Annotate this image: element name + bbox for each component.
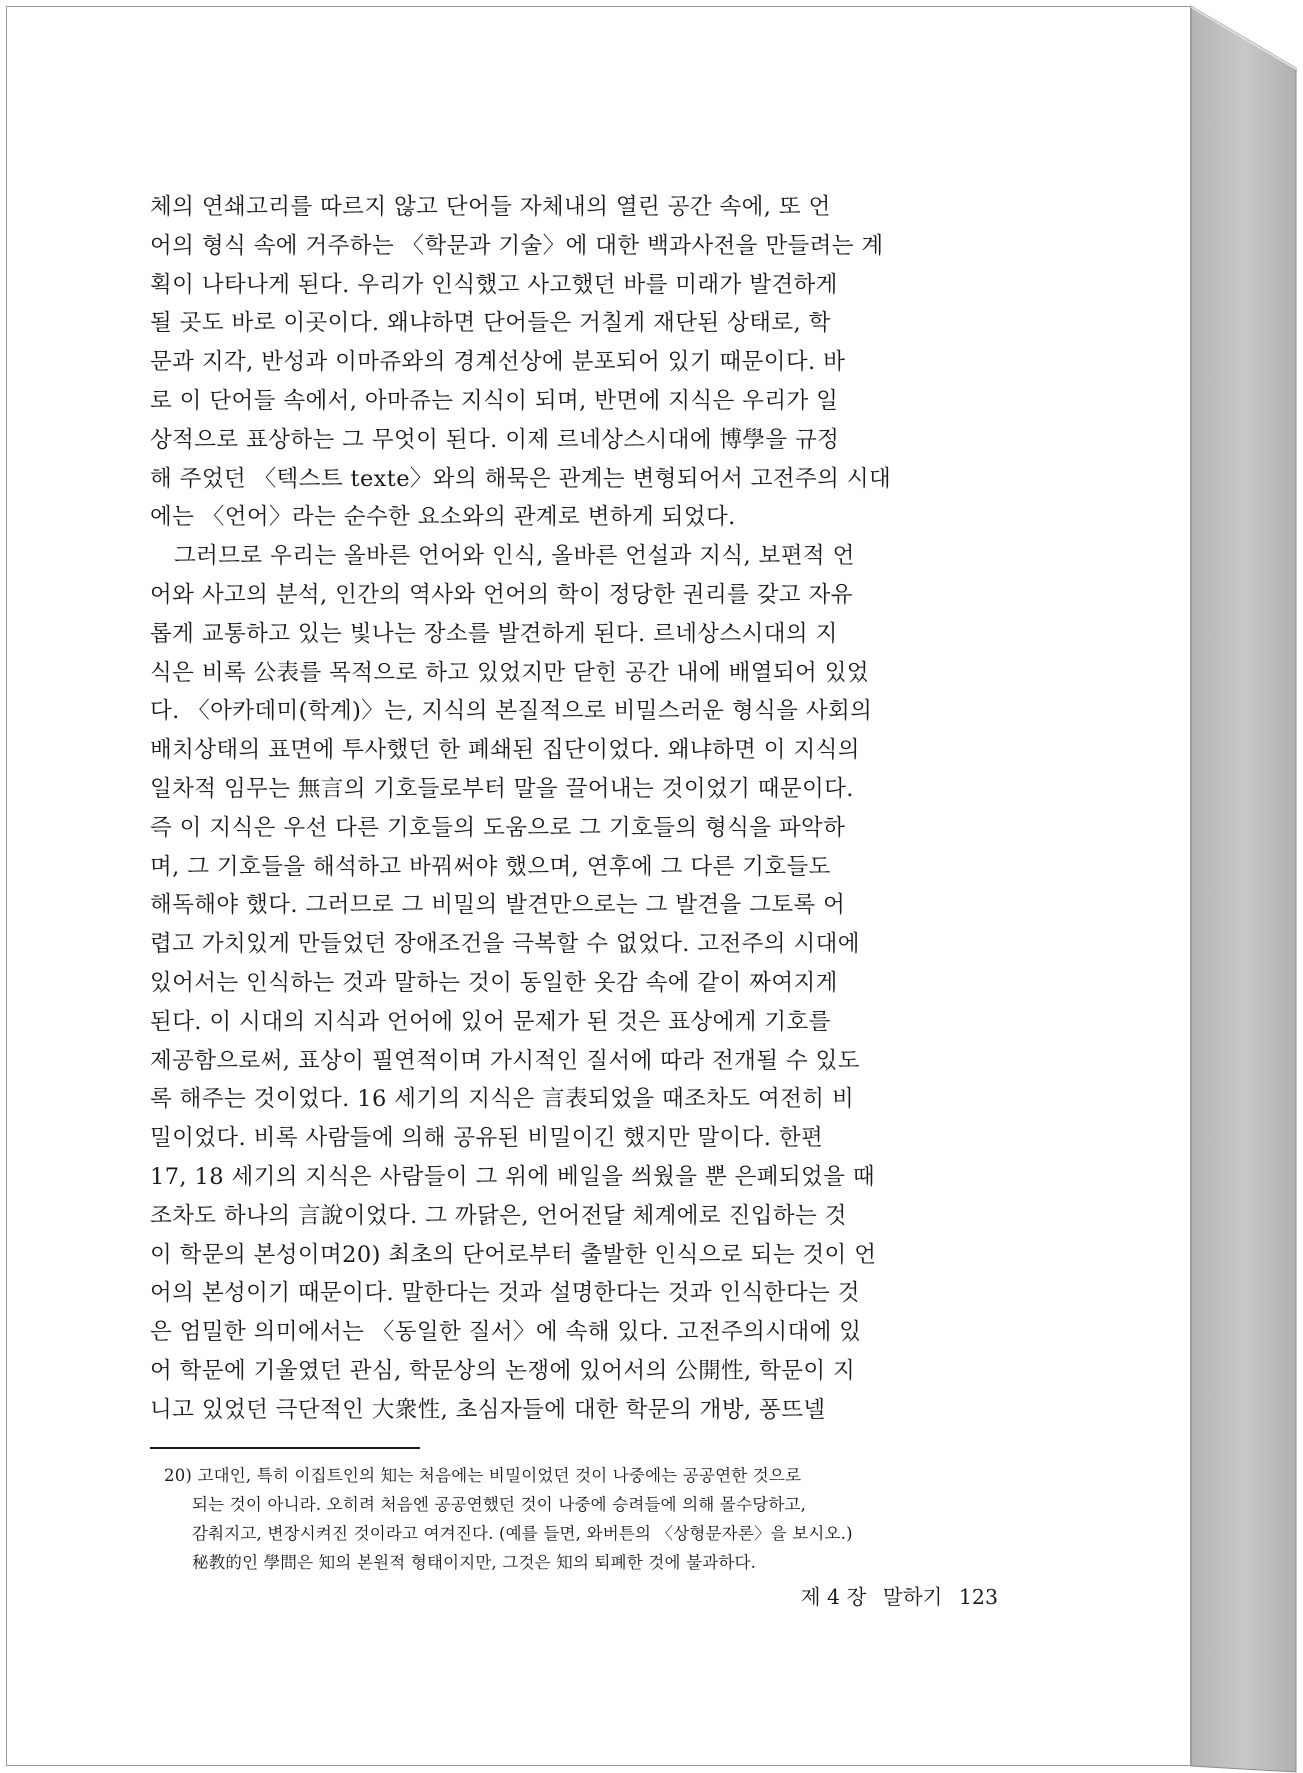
footnote-line: 秘教的인 學問은 知의 본원적 형태이지만, 그것은 知의 퇴폐한 것에 불과하다. — [192, 1553, 757, 1572]
body-line: 문과 지각, 반성과 이마쥬와의 경계선상에 분포되어 있기 때문이다. 바 — [150, 349, 846, 376]
footnote-line: 20) 고대인, 특히 이집트인의 知는 처음에는 비밀이었던 것이 나중에는 공공연한 것으로 — [164, 1466, 802, 1485]
body-line: 배치상태의 표면에 투사했던 한 폐쇄된 집단이었다. 왜냐하면 이 지식의 — [150, 737, 860, 764]
body-line: 은 엄밀한 의미에서는 〈동일한 질서〉에 속해 있다. 고전주의시대에 있 — [150, 1319, 862, 1346]
body-line: 있어서는 인식하는 것과 말하는 것이 동일한 옷감 속에 같이 짜여지게 — [150, 969, 838, 996]
body-line: 밀이었다. 비록 사람들에 의해 공유된 비밀이긴 했지만 말이다. 한편 — [150, 1125, 824, 1152]
body-line: 롭게 교통하고 있는 빛나는 장소를 발견하게 된다. 르네상스시대의 지 — [150, 620, 838, 647]
running-footer — [791, 1580, 998, 1610]
body-line: 제공함으로써, 표상이 필연적이며 가시적인 질서에 따라 전개될 수 있도 — [150, 1047, 860, 1074]
body-line: 렵고 가치있게 만들었던 장애조건을 극복할 수 없었다. 고전주의 시대에 — [150, 931, 860, 958]
body-line: 어의 형식 속에 거주하는 〈학문과 기술〉에 대한 백과사전을 만들려는 계 — [150, 232, 884, 259]
body-line: 어와 사고의 분석, 인간의 역사와 언어의 학이 정당한 권리를 갖고 자유 — [150, 581, 853, 608]
body-line: 로 이 단어들 속에서, 아마쥬는 지식이 되며, 반면에 지식은 우리가 일 — [150, 387, 839, 414]
chapter-number: 제 4 장 — [800, 1585, 867, 1609]
body-line: 체의 연쇄고리를 따르지 않고 단어들 자체내의 열린 공간 속에, 또 언 — [150, 194, 831, 220]
footnotes — [164, 1461, 1000, 1577]
body-line: 해 주었던 〈텍스트 texte〉와의 해묵은 관계는 변형되어서 고전주의 시대 — [150, 465, 892, 492]
body-line: 해독해야 했다. 그러므로 그 비밀의 발견만으로는 그 발견을 그토록 어 — [150, 892, 846, 919]
body-line: 어 학문에 기울였던 관심, 학문상의 논쟁에 있어서의 公開性, 학문이 지 — [150, 1357, 856, 1384]
body-line: 그러므로 우리는 올바른 언어와 인식, 올바른 언설과 지식, 보편적 언 — [174, 543, 855, 570]
footnote-line: 되는 것이 아니라. 오히려 처음엔 공공연했던 것이 나중에 승려들에 의해 몰수당하고, — [192, 1495, 807, 1514]
body-line: 록 해주는 것이었다. 16 세기의 지식은 言表되었을 때조차도 여전히 비 — [150, 1086, 855, 1113]
footnote-divider — [150, 1447, 420, 1449]
body-line: 니고 있었던 극단적인 大衆性, 초심자들에 대한 학문의 개방, 퐁뜨넬 — [150, 1396, 826, 1423]
body-line: 에는 〈언어〉라는 순수한 요소와의 관계로 변하게 되었다. — [150, 504, 736, 531]
chapter-title: 말하기 — [882, 1585, 943, 1609]
body-line: 획이 나타나게 된다. 우리가 인식했고 사고했던 바를 미래가 발견하게 — [150, 271, 838, 298]
body-line: 된다. 이 시대의 지식과 언어에 있어 문제가 된 것은 표상에게 기호를 — [150, 1008, 831, 1035]
body-line: 일차적 임무는 無言의 기호들로부터 말을 끌어내는 것이었기 때문이다. — [150, 775, 854, 802]
footnote-line: 감춰지고, 변장시켜진 것이라고 여겨진다. (예를 들면, 와버튼의 〈상형문자론〉을 보시오.) — [192, 1524, 853, 1543]
body-line: 식은 비록 公表를 목적으로 하고 있었지만 닫힌 공간 내에 배열되어 있었 — [150, 659, 869, 686]
body-line: 이 학문의 본성이며20) 최초의 단어로부터 출발한 인식으로 되는 것이 언 — [150, 1241, 877, 1268]
body-line: 다. 〈아카데미(학계)〉는, 지식의 본질적으로 비밀스러운 형식을 사회의 — [150, 698, 873, 725]
body-line: 될 곳도 바로 이곳이다. 왜냐하면 단어들은 거칠게 재단된 상태로, 학 — [150, 310, 831, 337]
body-line: 어의 본성이기 때문이다. 말한다는 것과 설명한다는 것과 인식한다는 것 — [150, 1280, 860, 1307]
page-number: 123 — [958, 1585, 998, 1609]
body-text — [150, 188, 1000, 1430]
body-line: 상적으로 표상하는 그 무엇이 된다. 이제 르네상스시대에 博學을 규정 — [150, 426, 840, 453]
body-line: 며, 그 기호들을 해석하고 바꿔써야 했으며, 연후에 그 다른 기호들도 — [150, 853, 831, 880]
body-line: 조차도 하나의 言說이었다. 그 까닭은, 언어전달 체계에로 진입하는 것 — [150, 1202, 847, 1229]
body-line: 17, 18 세기의 지식은 사람들이 그 위에 베일을 씌웠을 뿐 은폐되었을 때 — [150, 1163, 875, 1190]
body-line: 즉 이 지식은 우선 다른 기호들의 도움으로 그 기호들의 형식을 파악하 — [150, 814, 846, 841]
